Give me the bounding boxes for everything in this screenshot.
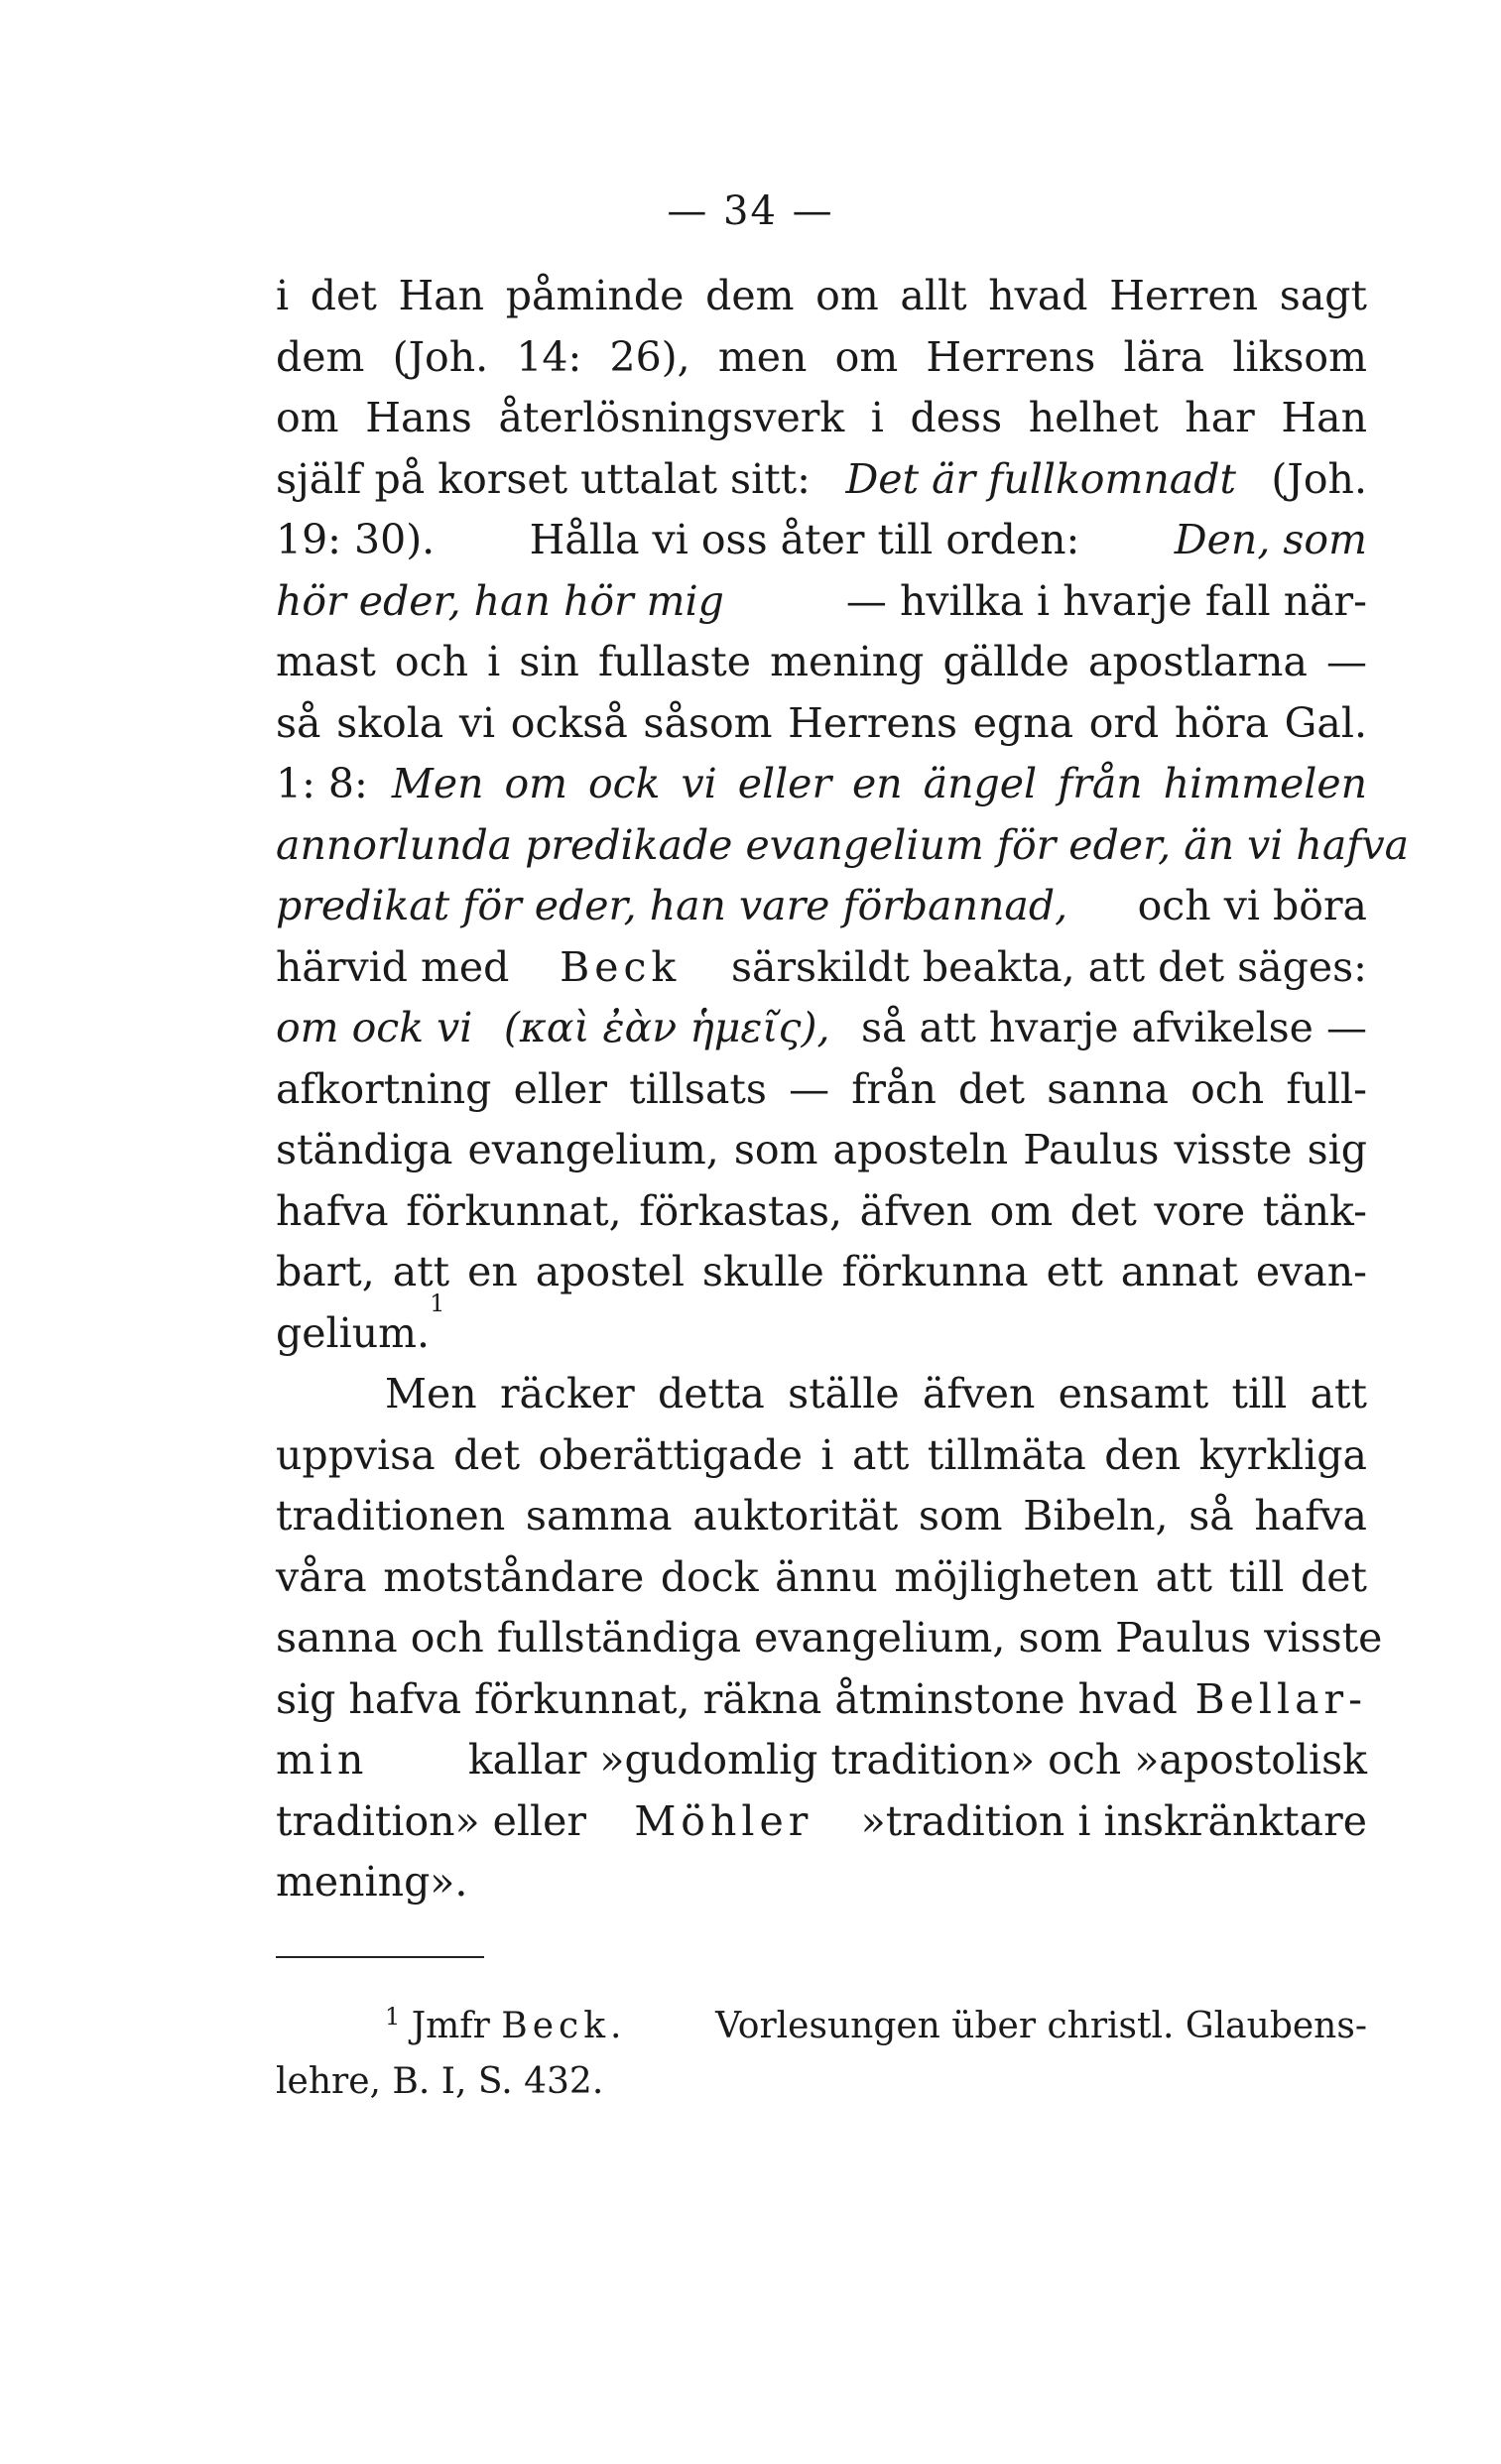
footnote-line (276, 2054, 1367, 2110)
text-span: om Hans återlösningsverk i dess helhet har Han (276, 394, 1367, 441)
text-line (276, 1669, 1367, 1731)
italic-span: annorlunda predikade evangelium för eder, än vi hafva (276, 820, 1410, 869)
text-line (276, 449, 1367, 511)
text-span: och vi böra (1137, 882, 1367, 929)
text-line (276, 571, 1367, 633)
text-line (276, 754, 1367, 815)
text-line (276, 693, 1367, 755)
italic-span: Det är fullkomnadt (845, 454, 1236, 503)
text-span: själf på korset uttalat sitt: (276, 454, 811, 503)
text-span: i det Han påminde dem om allt hvad Herren sagt (276, 272, 1367, 319)
text-span: »tradition i inskränktare (860, 1796, 1367, 1845)
text-line (276, 327, 1367, 389)
text-line (276, 388, 1367, 449)
text-span: mening». (276, 1858, 468, 1906)
text-line (276, 1059, 1367, 1121)
text-line (276, 876, 1367, 937)
text-span: så skola vi också såsom Herrens egna ord höra Gal. (276, 698, 1367, 747)
footnote-divider (276, 1956, 484, 1958)
text-line (276, 1608, 1383, 1669)
text-line (276, 998, 1367, 1059)
text-line (276, 1289, 1367, 1365)
text-span: våra motståndare dock ännu möjligheten att till det (276, 1552, 1367, 1601)
text-line (276, 510, 1367, 571)
author-name: Bellar- (1194, 1674, 1367, 1723)
text-line (276, 1791, 1367, 1853)
text-line (276, 1852, 1367, 1913)
text-span: gelium. (276, 1308, 431, 1357)
text-line (276, 632, 1367, 693)
text-line (276, 1425, 1367, 1487)
text-span: 1: 8: (276, 760, 368, 807)
text-span: särskildt beakta, att det säges: (730, 942, 1367, 991)
text-span: traditionen samma auktorität som Bibeln, så hafva (276, 1492, 1367, 1540)
greek-span: (καὶ ἐὰν ἡμεῖς), (503, 1004, 830, 1051)
text-span: — hvilka i hvarje fall när- (845, 576, 1367, 625)
italic-span: Den, som (1174, 516, 1367, 563)
text-span: 19: 30). (276, 516, 436, 563)
footnote-reference: 1 (430, 1289, 445, 1317)
italic-span: Men om ock vi eller en ängel från himmelen (391, 760, 1367, 807)
text-line (276, 1120, 1367, 1181)
text-span: kallar »gudomlig tradition» och »apostolisk (467, 1736, 1367, 1784)
text-line (276, 937, 1367, 999)
page-number: — 34 — (667, 188, 834, 234)
text-span: sanna och fullständiga evangelium, som Paulus visste (276, 1614, 1383, 1662)
footnote-marker: 1 (385, 2003, 401, 2031)
author-name: Beck (560, 942, 682, 991)
text-span: bart, att en apostel skulle förkunna ett annat evan- (276, 1248, 1367, 1295)
text-line (276, 266, 1367, 327)
footnote-start (385, 1999, 626, 2054)
text-line (276, 1547, 1367, 1609)
text-line (276, 1181, 1367, 1243)
text-span: Hålla vi oss åter till orden: (529, 516, 1080, 563)
body-text (276, 266, 1410, 1913)
italic-span: om ock vi (276, 1004, 473, 1051)
text-line (276, 815, 1410, 877)
text-span: sig hafva förkunnat, räkna åtminstone hvad (276, 1674, 1178, 1723)
text-span: uppvisa det oberättigade i att tillmäta den kyrkliga (276, 1430, 1367, 1479)
text-span: så att hvarje afvikelse — (860, 1004, 1367, 1051)
text-line (276, 1486, 1367, 1547)
text-span: afkortning eller tillsats — från det sanna och full- (276, 1064, 1367, 1113)
footnote-line (276, 1999, 1367, 2054)
text-span: härvid med (276, 942, 510, 991)
author-name: Möhler (634, 1796, 813, 1845)
footnote (276, 1999, 1367, 2110)
text-span: tradition» eller (276, 1796, 587, 1845)
author-name: Beck. (501, 2006, 627, 2046)
author-name: min (276, 1736, 369, 1784)
text-span: dem (Joh. 14: 26), men om Herrens lära liksom (276, 332, 1367, 381)
text-line (276, 1364, 1367, 1425)
text-span: hafva förkunnat, förkastas, äfven om det vore tänk- (276, 1186, 1367, 1235)
text-span: Men räcker detta ställe äfven ensamt till att (385, 1370, 1367, 1417)
text-span: Jmfr (411, 2006, 490, 2046)
italic-span: predikat för eder, han vare förbannad, (276, 882, 1068, 929)
text-span: mast och i sin fullaste mening gällde apostlarna — (276, 638, 1367, 685)
text-span: (Joh. (1271, 454, 1367, 503)
text-line (276, 1730, 1367, 1791)
italic-span: hör eder, han hör mig (276, 576, 724, 625)
text-span: ständiga evangelium, som aposteln Paulus visste sig (276, 1126, 1367, 1173)
text-span: lehre, B. I, S. 432. (276, 2061, 604, 2102)
text-span: Vorlesungen über christl. Glaubens- (715, 2006, 1367, 2046)
